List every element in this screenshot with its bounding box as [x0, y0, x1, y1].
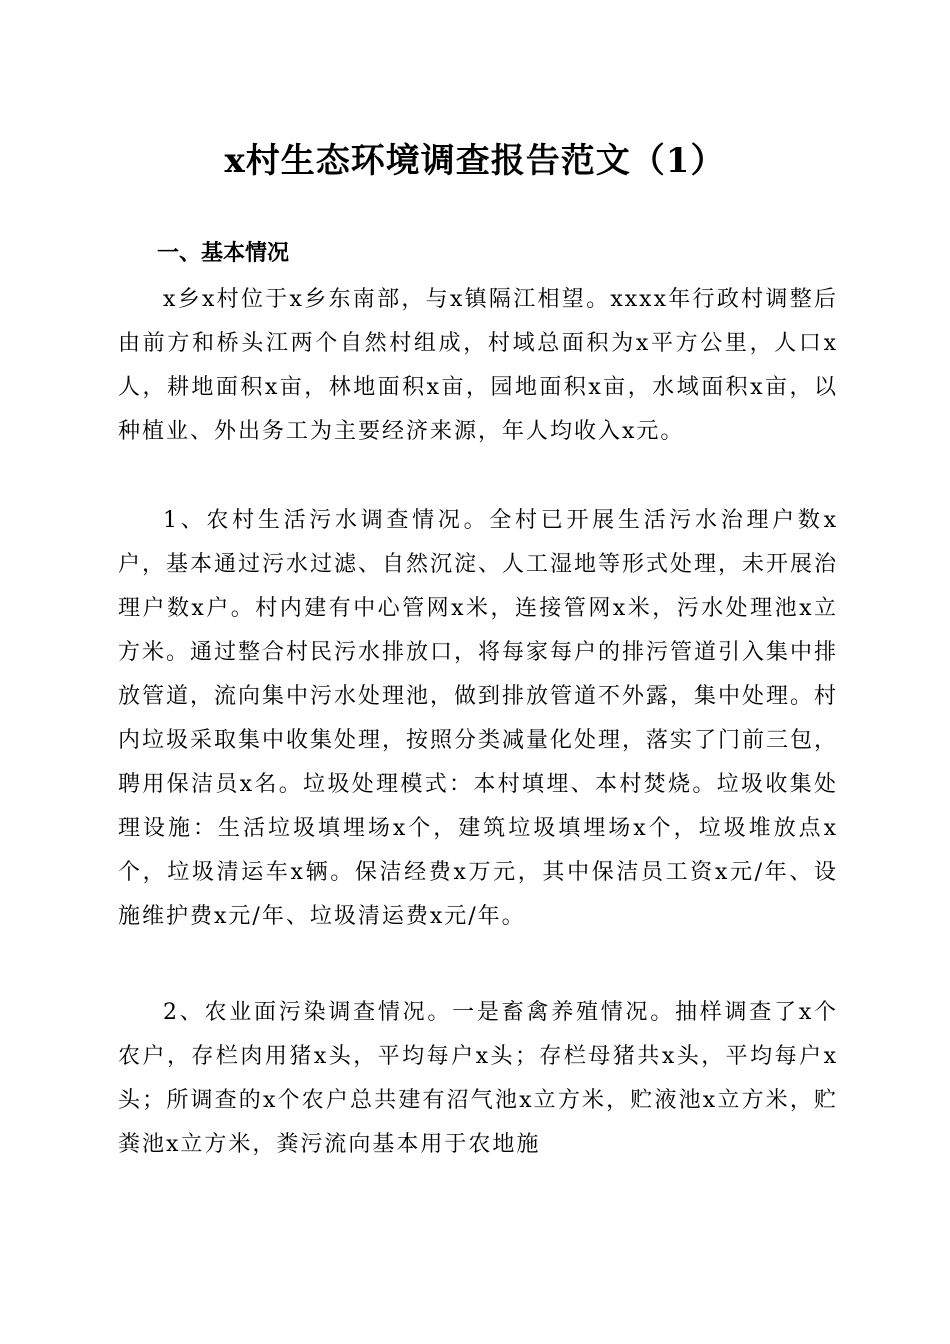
paragraph-agricultural-pollution: 2、农业面污染调查情况。一是畜禽养殖情况。抽样调查了x个农户，存栏肉用猪x头，平均每户x头；存栏母猪共x头，平均每户x头；所调查的x个农户总共建有沼气池x立方米，贮液池x立方米，贮粪池x立方米，粪污流向基本用于农地施 — [118, 1000, 838, 1157]
paragraph-village-overview: x乡x村位于x乡东南部，与x镇隔江相望。xxxx年行政村调整后由前方和桥头江两个自然村组成，村域总面积为x平方公里，人口x人，耕地面积x亩，林地面积x亩，园地面积x亩，水域面积x亩，以种植业、外出务工为主要经济来源，年人均收入x元。 — [118, 287, 838, 444]
paragraph-sewage-survey: 1、农村生活污水调查情况。全村已开展生活污水治理户数x户，基本通过污水过滤、自然沉淀、人工湿地等形式处理，未开展治理户数x户。村内建有中心管网x米，连接管网x米，污水处理池x立方米。通过整合村民污水排放口，将每家每户的排污管道引入集中排放管道，流向集中污水处理池，做到排放管道不外露，集中处理。村内垃圾采取集中收集处理，按照分类减量化处理，落实了门前三包，聘用保洁员x名。垃圾处理模式：本村填埋、本村焚烧。垃圾收集处理设施：生活垃圾填埋场x个，建筑垃圾填埋场x个，垃圾堆放点x个，垃圾清运车x辆。保洁经费x万元，其中保洁员工资x元/年、设施维护费x元/年、垃圾清运费x元/年。 — [118, 508, 839, 929]
section-heading-basic-info: 一、基本情况 — [157, 241, 290, 266]
document-title: x村生态环境调查报告范文（1） — [224, 141, 726, 181]
